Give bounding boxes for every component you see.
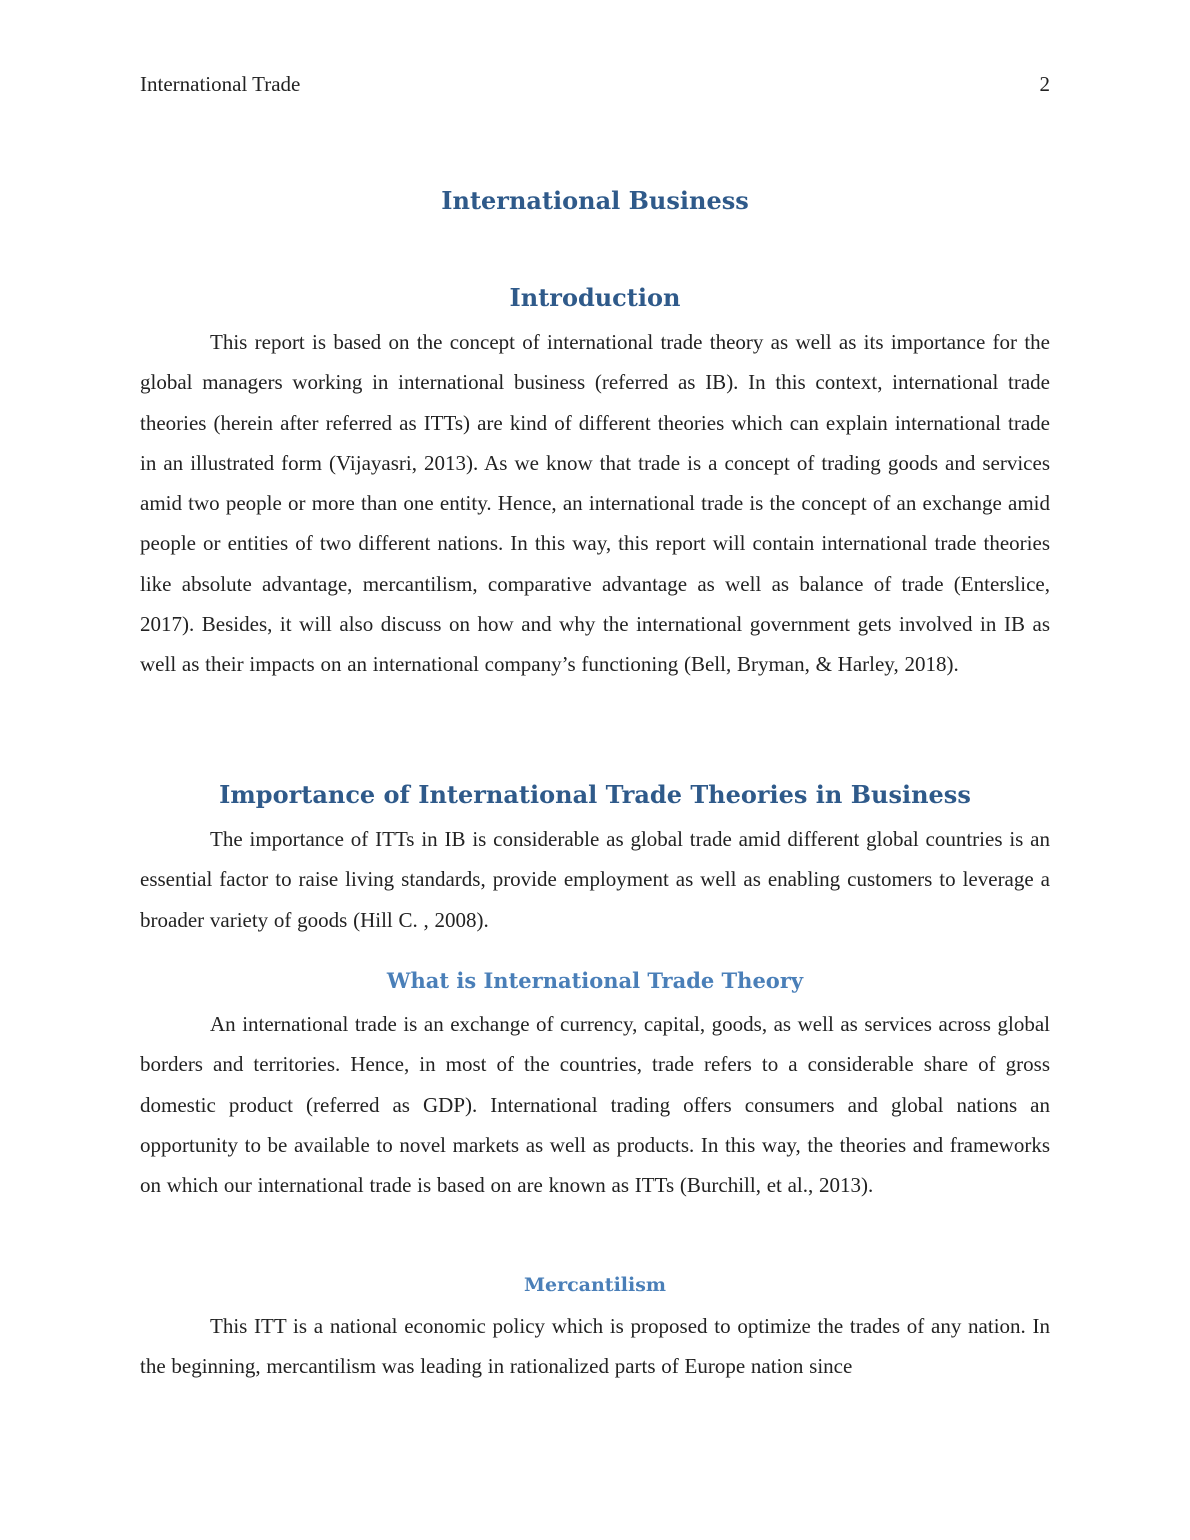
heading-introduction: Introduction [509,283,681,312]
running-header [140,70,1050,98]
heading-mercantilism: Mercantilism [523,1274,667,1296]
paragraph-importance: The importance of ITTs in IB is considerable as global trade amid different global countries is an essential factor to raise living standards, provide employment as well as enabling customers to leverage a broader variety of goods (Hill C. , 2008). [140,827,1050,932]
paragraph-introduction: This report is based on the concept of international trade theory as well as its importance for the global managers working in international business (referred as IB). In this context, international trade theories (herein after referred as ITTs) are kind of different theories which can explain international trade in an illustrated form (Vijayasri, 2013). As we know that trade is a concept of trading goods and services amid two people or more than one entity. Hence, an international trade is the concept of an exchange amid people or entities of two different nations. In this way, this report will contain international trade theories like absolute advantage, mercantilism, comparative advantage as well as balance of trade (Enterslice, 2017). Besides, it will also discuss on how and why the international government gets involved in IB as well as their impacts on an international company’s functioning (Bell, Bryman, & Harley, 2018). [140,330,1050,677]
heading-what-is-itt: What is International Trade Theory [386,968,804,993]
running-title: International Trade [140,72,301,96]
paragraph-what-is-itt: An international trade is an exchange of currency, capital, goods, as well as services across global borders and territories. Hence, in most of the countries, trade refers to a considerable share of gross domestic product (referred as GDP). International trading offers consumers and global nations an opportunity to be available to novel markets as well as products. In this way, the theories and frameworks on which our international trade is based on are known as ITTs (Burchill, et al., 2013). [140,1012,1050,1198]
document-title: International Business [441,186,749,215]
page-number: 2 [1039,72,1050,96]
heading-importance: Importance of International Trade Theories in Business [219,780,971,809]
paragraph-mercantilism: This ITT is a national economic policy which is proposed to optimize the trades of any nation. In the beginning, mercantilism was leading in rationalized parts of Europe nation since [140,1314,1050,1379]
